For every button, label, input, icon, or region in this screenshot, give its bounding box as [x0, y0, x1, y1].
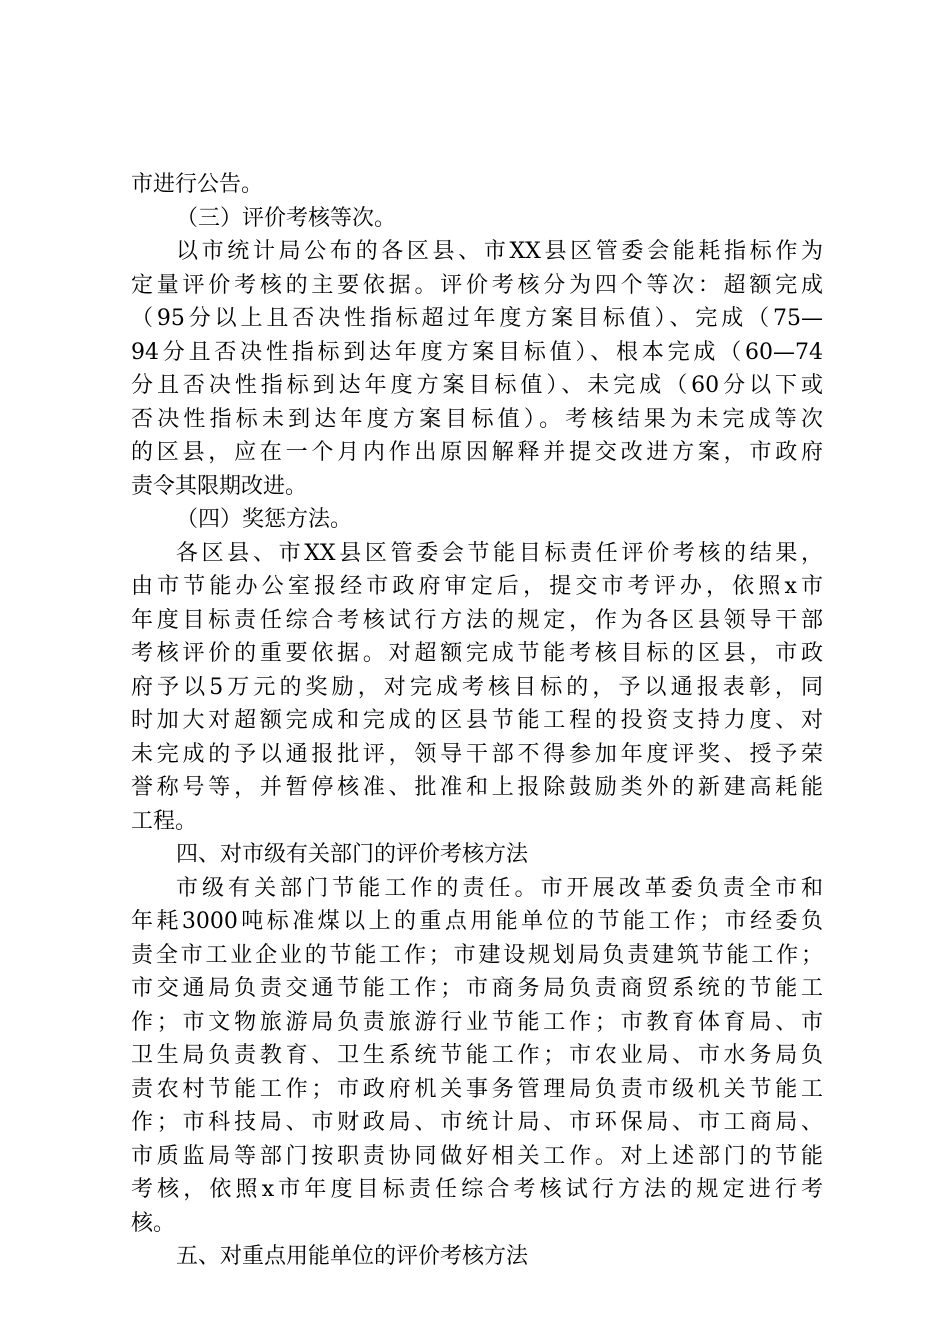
paragraph-line: 年度目标责任综合考核试行方法的规定，作为各区县领导干部: [131, 607, 823, 633]
paragraph-first-line: 各区县、市XX县区管委会节能目标责任评价考核的结果，: [176, 540, 823, 566]
paragraph-first-line: 五、对重点用能单位的评价考核方法: [176, 1244, 529, 1269]
paragraph-line: （95分以上且否决性指标超过年度方案目标值）、完成（75—: [131, 306, 823, 331]
paragraph-line: 市交通局负责交通节能工作；市商务局负责商贸系统的节能工: [131, 976, 823, 1001]
paragraph-line: 卫生局负责教育、卫生系统节能工作；市农业局、市水务局负: [131, 1043, 823, 1068]
paragraph-line: 时加大对超额完成和完成的区县节能工程的投资支持力度、对: [131, 708, 823, 733]
paragraph-line: 未完成的予以通报批评，领导干部不得参加年度评奖、授予荣: [131, 741, 823, 767]
paragraph-line: 考核，依照x市年度目标责任综合考核试行方法的规定进行考: [131, 1177, 823, 1202]
paragraph-first-line: 市级有关部门节能工作的责任。市开展改革委负责全市和: [176, 875, 823, 901]
paragraph-line: 责全市工业企业的节能工作；市建设规划局负责建筑节能工作；: [131, 942, 823, 968]
document-body: [131, 168, 823, 1274]
paragraph-first-line: （三）评价考核等次。: [176, 205, 397, 231]
paragraph-line: 的区县，应在一个月内作出原因解释并提交改进方案，市政府: [131, 440, 823, 465]
paragraph-line: 定量评价考核的主要依据。评价考核分为四个等次：超额完成: [131, 272, 823, 298]
paragraph-line: 府予以5万元的奖励，对完成考核目标的，予以通报表彰，同: [131, 674, 823, 700]
paragraph-line: 工程。: [131, 808, 198, 834]
paragraph-line: 年耗3000吨标准煤以上的重点用能单位的节能工作；市经委负: [131, 909, 823, 934]
paragraph-line: 市进行公告。: [131, 172, 264, 197]
paragraph-line: 作；市文物旅游局负责旅游行业节能工作；市教育体育局、市: [131, 1009, 823, 1035]
paragraph-line: 作；市科技局、市财政局、市统计局、市环保局、市工商局、: [131, 1110, 823, 1135]
paragraph-line: 责农村节能工作；市政府机关事务管理局负责市级机关节能工: [131, 1076, 823, 1102]
paragraph-line: 94分且否决性指标到达年度方案目标值）、根本完成（60—74: [131, 339, 823, 365]
paragraph-line: 责令其限期改进。: [131, 473, 308, 499]
paragraph-first-line: 四、对市级有关部门的评价考核方法: [176, 842, 529, 867]
paragraph-first-line: （四）奖惩方法。: [176, 507, 353, 532]
paragraph-first-line: 以市统计局公布的各区县、市XX县区管委会能耗指标作为: [176, 239, 823, 264]
paragraph-line: 誉称号等，并暂停核准、批准和上报除鼓励类外的新建高耗能: [131, 775, 823, 800]
paragraph-line: 由市节能办公室报经市政府审定后，提交市考评办，依照x市: [131, 574, 823, 599]
paragraph-line: 考核评价的重要依据。对超额完成节能考核目标的区县，市政: [131, 641, 823, 666]
paragraph-line: 否决性指标未到达年度方案目标值）。考核结果为未完成等次: [131, 406, 823, 432]
paragraph-line: 分且否决性指标到达年度方案目标值）、未完成（60分以下或: [131, 373, 823, 398]
paragraph-line: 核。: [131, 1210, 176, 1236]
paragraph-line: 市质监局等部门按职责协同做好相关工作。对上述部门的节能: [131, 1143, 823, 1169]
